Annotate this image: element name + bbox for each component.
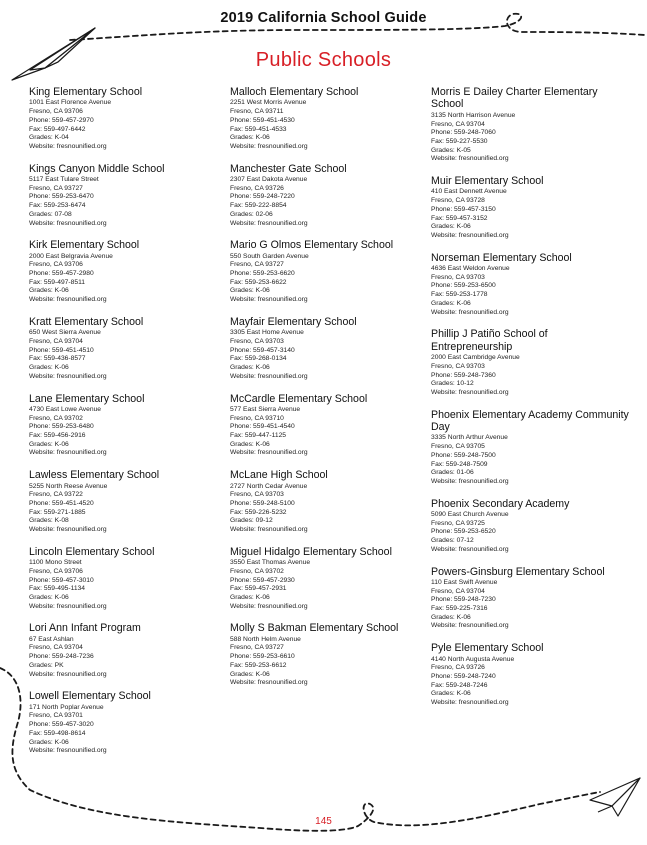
school-detail-line: Fresno, CA 93705	[431, 443, 485, 451]
school-detail-line: 2000 East Belgravia Avenue	[29, 252, 113, 260]
school-detail-line: 5090 East Church Avenue	[431, 511, 509, 519]
school-detail-line: Phone: 559-253-6620	[230, 270, 295, 278]
school-entry	[29, 469, 229, 535]
school-column-1	[29, 86, 229, 767]
school-detail-line: Grades: K-05	[431, 146, 471, 154]
school-detail-line: Fax: 559-457-2931	[230, 585, 287, 593]
school-entry	[29, 86, 229, 152]
school-entry	[431, 252, 631, 318]
school-detail-line: Website: fresnounified.org	[230, 372, 308, 380]
school-detail-line: Grades: K-06	[230, 440, 270, 448]
school-detail-line: Grades: K-06	[29, 440, 69, 448]
school-detail-line: Phone: 559-457-3010	[29, 576, 94, 584]
school-entry	[230, 86, 430, 152]
school-name: Pyle Elementary School	[431, 642, 544, 655]
school-detail-line: 2251 West Morris Avenue	[230, 99, 307, 107]
school-detail-line: 4140 North Augusta Avenue	[431, 655, 515, 663]
school-entry	[230, 239, 430, 305]
school-detail-line: 2000 East Cambridge Avenue	[431, 354, 520, 362]
school-detail-line: Fax: 559-457-3152	[431, 214, 488, 222]
school-detail-line: Fax: 559-248-7509	[431, 460, 488, 468]
school-detail-line: Website: fresnounified.org	[431, 308, 509, 316]
school-detail-line: Fresno, CA 93703	[230, 337, 284, 345]
school-detail-line: Fax: 559-495-1134	[29, 585, 86, 593]
school-entry	[230, 469, 430, 535]
school-name: Lowell Elementary School	[29, 690, 151, 703]
school-detail-line: Fresno, CA 93711	[230, 108, 284, 116]
school-detail-line: Fax: 559-225-7316	[431, 605, 488, 613]
school-detail-line: 4636 East Weldon Avenue	[431, 265, 510, 273]
school-detail-line: Grades: K-06	[230, 364, 270, 372]
school-name: Kirk Elementary School	[29, 239, 140, 252]
school-detail-line: Website: fresnounified.org	[230, 526, 308, 534]
school-detail-line: 588 North Helm Avenue	[230, 635, 301, 643]
school-detail-line: Phone: 559-451-4510	[29, 346, 94, 354]
school-detail-line: Fresno, CA 93703	[230, 491, 284, 499]
school-detail-line: Phone: 559-248-7240	[431, 673, 496, 680]
school-detail-line: Fresno, CA 93706	[29, 567, 83, 575]
school-detail-line: Fax: 559-253-6474	[29, 202, 86, 210]
school-detail-line: Fresno, CA 93726	[230, 184, 284, 192]
school-name: McCardle Elementary School	[230, 392, 368, 405]
school-detail-line: 550 South Garden Avenue	[230, 252, 309, 260]
school-detail-line: Website: fresnounified.org	[29, 449, 107, 457]
school-detail-line: Grades: K-06	[29, 738, 69, 746]
school-detail-line: Website: fresnounified.org	[29, 142, 107, 150]
school-detail-line: Grades: K-06	[230, 670, 270, 678]
school-detail-line: Grades: K-06	[230, 134, 270, 142]
school-entry	[230, 163, 430, 229]
school-detail-line: Website: fresnounified.org	[29, 372, 107, 380]
page-number: 145	[315, 816, 332, 827]
school-detail-line: Phone: 559-451-4540	[230, 423, 295, 431]
school-name: Molly S Bakman Elementary School	[230, 622, 399, 635]
school-name: Morris E Dailey Charter Elementary School	[431, 86, 598, 111]
school-detail-line: Website: fresnounified.org	[431, 622, 509, 630]
school-detail-line: Website: fresnounified.org	[29, 526, 107, 534]
school-detail-line: Grades: 07-08	[29, 210, 72, 218]
school-name: Lawless Elementary School	[29, 469, 160, 482]
school-name: Lori Ann Infant Program	[29, 622, 141, 635]
school-entry	[230, 622, 430, 688]
school-detail-line: Grades: K-06	[431, 299, 471, 307]
school-detail-line: Phone: 559-457-2970	[29, 116, 94, 124]
school-detail-line: Website: fresnounified.org	[431, 477, 509, 485]
school-detail-line: Phone: 559-457-3140	[230, 346, 295, 354]
school-column-3	[431, 86, 631, 719]
school-detail-line: Fax: 559-271-1885	[29, 508, 86, 516]
school-detail-line: 2307 East Dakota Avenue	[230, 176, 308, 184]
school-detail-line: Phone: 559-451-4530	[230, 116, 295, 124]
school-detail-line: Grades: 10-12	[431, 380, 474, 388]
school-detail-line: 410 East Dennett Avenue	[431, 188, 507, 196]
school-detail-line: Website: fresnounified.org	[230, 219, 308, 227]
school-name: Kratt Elementary School	[29, 315, 144, 328]
school-entry	[29, 163, 229, 229]
school-name: Miguel Hidalgo Elementary School	[230, 545, 392, 558]
school-detail-line: Website: fresnounified.org	[230, 296, 308, 304]
school-entry	[29, 546, 229, 612]
school-name: Norseman Elementary School	[431, 251, 572, 264]
school-detail-line: Phone: 559-253-6520	[431, 528, 496, 536]
school-detail-line: Fax: 559-253-6612	[230, 661, 287, 669]
school-detail-line: 577 East Sierra Avenue	[230, 405, 301, 413]
school-detail-line: Fax: 559-268-0134	[230, 355, 287, 363]
school-detail-line: Phone: 559-248-7060	[431, 129, 496, 137]
school-entry	[431, 498, 631, 555]
school-detail-line: Phone: 559-248-7230	[431, 596, 496, 604]
school-name: Phillip J Patiño School of Entrepreneurship	[431, 328, 548, 353]
school-detail-line: Phone: 559-248-7236	[29, 653, 94, 661]
school-detail-line: Fresno, CA 93701	[29, 712, 83, 720]
school-detail-line: Fax: 559-498-8614	[29, 729, 86, 737]
school-name: Lane Elementary School	[29, 392, 145, 405]
school-detail-line: Fresno, CA 93710	[230, 414, 284, 422]
school-detail-line: Website: fresnounified.org	[230, 142, 308, 150]
school-detail-line: Fax: 559-253-1778	[431, 291, 488, 299]
school-name: Lincoln Elementary School	[29, 545, 155, 558]
school-entry	[29, 622, 229, 679]
school-detail-line: Grades: 09-12	[230, 517, 273, 525]
school-detail-line: 3135 North Harrison Avenue	[431, 111, 516, 119]
school-detail-line: Grades: 02-06	[230, 210, 273, 218]
school-name: Malloch Elementary School	[230, 86, 359, 98]
school-name: Muir Elementary School	[431, 175, 544, 188]
school-detail-line: Website: fresnounified.org	[230, 602, 308, 610]
school-detail-line: Fresno, CA 93702	[29, 414, 83, 422]
school-detail-line: Website: fresnounified.org	[230, 449, 308, 457]
school-detail-line: Fax: 559-248-7246	[431, 681, 488, 689]
school-column-2	[230, 86, 430, 699]
school-detail-line: 5255 North Reese Avenue	[29, 482, 108, 490]
school-detail-line: Fax: 559-436-8577	[29, 355, 86, 363]
school-entry	[29, 239, 229, 305]
school-detail-line: Fresno, CA 93703	[431, 362, 485, 370]
school-detail-line: Grades: K-06	[431, 223, 471, 231]
school-detail-line: 1001 East Florence Avenue	[29, 99, 112, 107]
school-detail-line: Website: fresnounified.org	[431, 388, 509, 396]
school-detail-line: Grades: K-06	[230, 287, 270, 295]
school-entry	[230, 393, 430, 459]
school-detail-line: Fax: 559-456-2916	[29, 432, 86, 440]
school-detail-line: Phone: 559-451-4520	[29, 499, 94, 507]
school-detail-line: Phone: 559-248-7220	[230, 193, 295, 201]
school-detail-line: Phone: 559-253-6470	[29, 193, 94, 201]
school-detail-line: Website: fresnounified.org	[29, 670, 107, 678]
school-detail-line: Phone: 559-457-2980	[29, 270, 94, 278]
school-detail-line: Phone: 559-248-7360	[431, 371, 496, 379]
school-detail-line: 4730 East Lowe Avenue	[29, 405, 102, 413]
school-detail-line: Phone: 559-457-3020	[29, 721, 94, 729]
school-detail-line: Fresno, CA 93726	[431, 664, 485, 672]
school-detail-line: 3305 East Home Avenue	[230, 329, 304, 337]
school-detail-line: Grades: K-06	[29, 593, 69, 601]
school-detail-line: Website: fresnounified.org	[431, 545, 509, 553]
school-name: Powers-Ginsburg Elementary School	[431, 565, 605, 578]
school-detail-line: 1100 Mono Street	[29, 559, 82, 567]
school-detail-line: Fresno, CA 93706	[29, 108, 83, 116]
school-detail-line: Fresno, CA 93702	[230, 567, 284, 575]
school-detail-line: Fresno, CA 93704	[431, 120, 485, 128]
school-name: Manchester Gate School	[230, 162, 347, 175]
school-detail-line: Phone: 559-253-6610	[230, 653, 295, 661]
school-detail-line: Grades: K-08	[29, 517, 69, 525]
school-detail-line: Phone: 559-248-5100	[230, 499, 295, 507]
school-detail-line: Grades: K-06	[230, 593, 270, 601]
school-detail-line: Fresno, CA 93727	[230, 644, 284, 652]
school-detail-line: Phone: 559-253-6500	[431, 282, 496, 290]
school-detail-line: 67 East Ashlan	[29, 635, 74, 643]
section-title: Public Schools	[255, 49, 392, 71]
school-detail-line: Fresno, CA 93703	[431, 273, 485, 281]
school-detail-line: Website: fresnounified.org	[29, 602, 107, 610]
school-detail-line: Fresno, CA 93727	[29, 184, 83, 192]
school-detail-line: Fresno, CA 93704	[29, 644, 83, 652]
school-detail-line: Fax: 559-447-1125	[230, 432, 287, 440]
school-detail-line: Fresno, CA 93727	[230, 261, 284, 269]
school-detail-line: Fresno, CA 93725	[431, 519, 485, 527]
school-name: Kings Canyon Middle School	[29, 162, 165, 175]
school-detail-line: Fax: 559-451-4533	[230, 125, 287, 133]
school-detail-line: 171 North Poplar Avenue	[29, 703, 104, 711]
school-detail-line: Fax: 559-222-8854	[230, 202, 287, 210]
school-detail-line: Fresno, CA 93728	[431, 197, 485, 205]
school-detail-line: Website: fresnounified.org	[29, 296, 107, 304]
school-detail-line: Website: fresnounified.org	[431, 699, 509, 707]
school-name: Mario G Olmos Elementary School	[230, 239, 394, 252]
school-detail-line: Grades: 01-06	[431, 469, 474, 477]
school-entry	[431, 642, 631, 708]
school-detail-line: Website: fresnounified.org	[29, 219, 107, 227]
school-detail-line: 110 East Swift Avenue	[431, 578, 498, 586]
school-detail-line: Phone: 559-457-2930	[230, 576, 295, 584]
school-detail-line: 2727 North Cedar Avenue	[230, 482, 308, 490]
school-detail-line: Grades: K-06	[431, 613, 471, 621]
school-detail-line: Fax: 559-253-6622	[230, 278, 287, 286]
school-detail-line: Fax: 559-226-5232	[230, 508, 287, 516]
school-detail-line: Phone: 559-253-6480	[29, 423, 94, 431]
school-entry	[431, 328, 631, 397]
school-detail-line: 5117 East Tulare Street	[29, 176, 99, 184]
school-detail-line: Phone: 559-457-3150	[431, 205, 496, 213]
school-detail-line: Fresno, CA 93722	[29, 491, 83, 499]
school-entry	[29, 393, 229, 459]
school-detail-line: Grades: PK	[29, 661, 64, 669]
school-detail-line: Grades: K-06	[431, 690, 471, 698]
school-detail-line: Fax: 559-497-6442	[29, 125, 86, 133]
school-name: Mayfair Elementary School	[230, 315, 357, 328]
school-name: Phoenix Secondary Academy	[431, 497, 570, 510]
school-detail-line: 650 West Sierra Avenue	[29, 329, 101, 337]
school-detail-line: Fresno, CA 93704	[29, 337, 83, 345]
school-detail-line: Fax: 559-497-8511	[29, 278, 86, 286]
school-detail-line: Grades: 07-12	[431, 537, 474, 545]
school-entry	[230, 546, 430, 612]
school-detail-line: Fresno, CA 93704	[431, 587, 485, 595]
school-detail-line: Website: fresnounified.org	[431, 231, 509, 239]
school-entry	[431, 86, 631, 164]
school-detail-line: 3550 East Thomas Avenue	[230, 559, 311, 567]
school-detail-line: Website: fresnounified.org	[230, 679, 308, 687]
school-detail-line: 3335 North Arthur Avenue	[431, 434, 508, 442]
school-detail-line: Website: fresnounified.org	[29, 747, 107, 755]
school-entry	[29, 690, 229, 756]
school-name: McLane High School	[230, 469, 328, 482]
school-entry	[29, 316, 229, 382]
school-detail-line: Fax: 559-227-5530	[431, 137, 488, 145]
school-detail-line: Fresno, CA 93706	[29, 261, 83, 269]
school-entry	[431, 566, 631, 632]
guide-title: 2019 California School Guide	[220, 10, 427, 26]
school-detail-line: Website: fresnounified.org	[431, 155, 509, 163]
school-detail-line: Phone: 559-248-7500	[431, 451, 496, 459]
school-detail-line: Grades: K-06	[29, 287, 69, 295]
school-detail-line: Grades: K-04	[29, 134, 69, 142]
paper-airplane-bottom-icon	[590, 778, 640, 816]
school-entry	[431, 175, 631, 241]
school-entry	[230, 316, 430, 382]
school-entry	[431, 409, 631, 487]
school-name: Phoenix Elementary Academy Community Day	[431, 408, 629, 434]
school-name: King Elementary School	[29, 86, 143, 98]
school-detail-line: Grades: K-06	[29, 364, 69, 372]
